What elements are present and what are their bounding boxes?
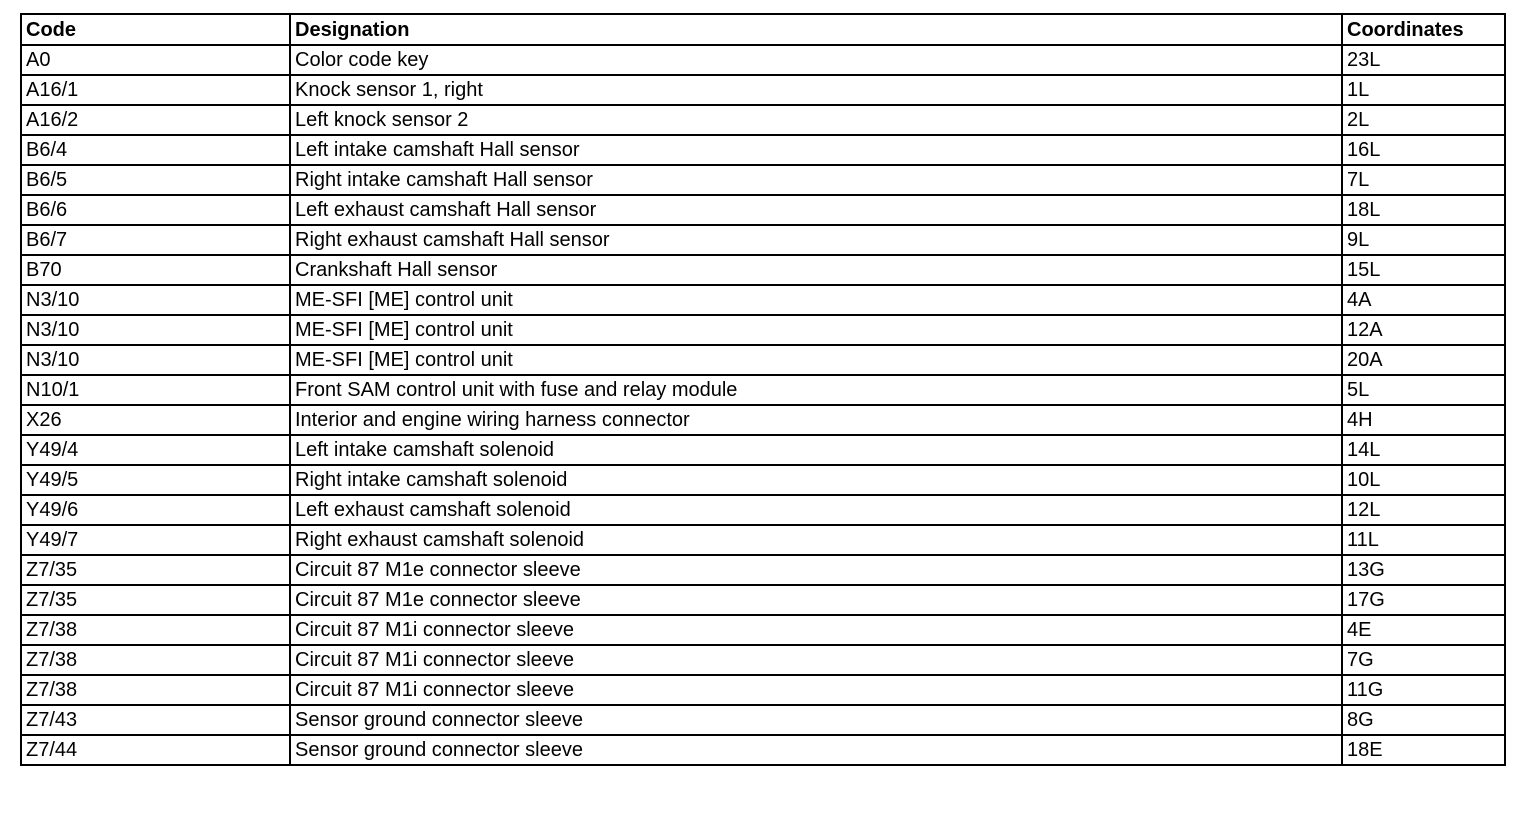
- table-row: [21, 645, 1505, 675]
- designation-cell: Circuit 87 M1e connector sleeve: [290, 555, 1342, 585]
- code-cell: Y49/5: [21, 465, 290, 495]
- code-cell: A16/1: [21, 75, 290, 105]
- coordinates-cell: 23L: [1342, 45, 1505, 75]
- designation-cell: Circuit 87 M1e connector sleeve: [290, 585, 1342, 615]
- table-row: [21, 585, 1505, 615]
- table-row: [21, 315, 1505, 345]
- code-cell: B6/5: [21, 165, 290, 195]
- coordinates-cell: 16L: [1342, 135, 1505, 165]
- coordinates-cell: 10L: [1342, 465, 1505, 495]
- code-cell: N3/10: [21, 315, 290, 345]
- code-cell: Z7/43: [21, 705, 290, 735]
- designation-cell: Left exhaust camshaft Hall sensor: [290, 195, 1342, 225]
- coordinates-cell: 18E: [1342, 735, 1505, 765]
- table-row: [21, 255, 1505, 285]
- coordinates-cell: 12A: [1342, 315, 1505, 345]
- designation-cell: Front SAM control unit with fuse and relay module: [290, 375, 1342, 405]
- coordinates-cell: 8G: [1342, 705, 1505, 735]
- code-cell: A16/2: [21, 105, 290, 135]
- designation-cell: Left intake camshaft Hall sensor: [290, 135, 1342, 165]
- designation-column-header: Designation: [290, 14, 1342, 45]
- designation-cell: ME-SFI [ME] control unit: [290, 285, 1342, 315]
- code-cell: B6/4: [21, 135, 290, 165]
- coordinates-cell: 14L: [1342, 435, 1505, 465]
- table-header-row: [21, 14, 1505, 45]
- table-row: [21, 615, 1505, 645]
- coordinates-cell: 1L: [1342, 75, 1505, 105]
- table-row: [21, 75, 1505, 105]
- code-column-header: Code: [21, 14, 290, 45]
- coordinates-cell: 7G: [1342, 645, 1505, 675]
- table-row: [21, 165, 1505, 195]
- designation-cell: Circuit 87 M1i connector sleeve: [290, 645, 1342, 675]
- component-legend-table: [20, 13, 1506, 766]
- coordinates-cell: 4H: [1342, 405, 1505, 435]
- designation-cell: Interior and engine wiring harness connector: [290, 405, 1342, 435]
- designation-cell: Right intake camshaft Hall sensor: [290, 165, 1342, 195]
- table-row: [21, 225, 1505, 255]
- code-cell: B6/6: [21, 195, 290, 225]
- coordinates-cell: 12L: [1342, 495, 1505, 525]
- table-row: [21, 555, 1505, 585]
- code-cell: Y49/6: [21, 495, 290, 525]
- designation-cell: Crankshaft Hall sensor: [290, 255, 1342, 285]
- designation-cell: Right exhaust camshaft Hall sensor: [290, 225, 1342, 255]
- table-row: [21, 45, 1505, 75]
- coordinates-cell: 4A: [1342, 285, 1505, 315]
- coordinates-cell: 13G: [1342, 555, 1505, 585]
- code-cell: A0: [21, 45, 290, 75]
- code-cell: Y49/7: [21, 525, 290, 555]
- table-row: [21, 195, 1505, 225]
- code-cell: Y49/4: [21, 435, 290, 465]
- table-row: [21, 705, 1505, 735]
- code-cell: Z7/35: [21, 555, 290, 585]
- table-row: [21, 735, 1505, 765]
- coordinates-cell: 7L: [1342, 165, 1505, 195]
- designation-cell: Left intake camshaft solenoid: [290, 435, 1342, 465]
- code-cell: N3/10: [21, 345, 290, 375]
- designation-cell: Circuit 87 M1i connector sleeve: [290, 675, 1342, 705]
- table-row: [21, 405, 1505, 435]
- designation-cell: Color code key: [290, 45, 1342, 75]
- code-cell: Z7/38: [21, 645, 290, 675]
- designation-cell: Sensor ground connector sleeve: [290, 705, 1342, 735]
- code-cell: B70: [21, 255, 290, 285]
- code-cell: B6/7: [21, 225, 290, 255]
- designation-cell: Left knock sensor 2: [290, 105, 1342, 135]
- coordinates-cell: 4E: [1342, 615, 1505, 645]
- code-cell: Z7/38: [21, 615, 290, 645]
- table-row: [21, 345, 1505, 375]
- code-cell: Z7/44: [21, 735, 290, 765]
- designation-cell: Right intake camshaft solenoid: [290, 465, 1342, 495]
- table-row: [21, 525, 1505, 555]
- table-row: [21, 675, 1505, 705]
- table-row: [21, 495, 1505, 525]
- designation-cell: Sensor ground connector sleeve: [290, 735, 1342, 765]
- coordinates-cell: 17G: [1342, 585, 1505, 615]
- coordinates-cell: 11L: [1342, 525, 1505, 555]
- coordinates-column-header: Coordinates: [1342, 14, 1505, 45]
- designation-cell: ME-SFI [ME] control unit: [290, 345, 1342, 375]
- code-cell: N10/1: [21, 375, 290, 405]
- designation-cell: Left exhaust camshaft solenoid: [290, 495, 1342, 525]
- table-row: [21, 285, 1505, 315]
- designation-cell: ME-SFI [ME] control unit: [290, 315, 1342, 345]
- coordinates-cell: 15L: [1342, 255, 1505, 285]
- designation-cell: Circuit 87 M1i connector sleeve: [290, 615, 1342, 645]
- coordinates-cell: 2L: [1342, 105, 1505, 135]
- coordinates-cell: 18L: [1342, 195, 1505, 225]
- table-row: [21, 105, 1505, 135]
- code-cell: Z7/35: [21, 585, 290, 615]
- code-cell: N3/10: [21, 285, 290, 315]
- table-row: [21, 135, 1505, 165]
- coordinates-cell: 20A: [1342, 345, 1505, 375]
- coordinates-cell: 11G: [1342, 675, 1505, 705]
- table-row: [21, 465, 1505, 495]
- coordinates-cell: 9L: [1342, 225, 1505, 255]
- code-cell: Z7/38: [21, 675, 290, 705]
- table-row: [21, 375, 1505, 405]
- code-cell: X26: [21, 405, 290, 435]
- designation-cell: Knock sensor 1, right: [290, 75, 1342, 105]
- designation-cell: Right exhaust camshaft solenoid: [290, 525, 1342, 555]
- coordinates-cell: 5L: [1342, 375, 1505, 405]
- table-row: [21, 435, 1505, 465]
